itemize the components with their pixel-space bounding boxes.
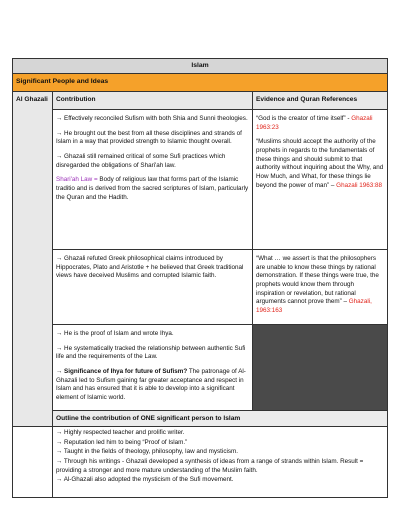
contribution-cell — [53, 110, 253, 250]
table-title: Islam — [13, 59, 388, 74]
contribution-cell — [53, 324, 253, 410]
outline-heading: Outline the contribution of ONE significant person to Islam — [53, 410, 388, 426]
section-row — [13, 74, 388, 92]
contribution-text: → Ghazali still remained critical of some Sufi practices which disregarded the obligations of Shari'ah law. — [56, 153, 226, 169]
definition-text: Body of religious law that forms part of the Islamic traditio and is derived from the sacred scriptures of Islam, particularly the Quran and the Hadith. — [56, 176, 249, 201]
quote — [256, 115, 384, 132]
section-heading: Significant People and Ideas — [13, 74, 388, 92]
outline-body — [53, 426, 388, 497]
quote-reference: Ghazali, 1963:163 — [256, 298, 372, 315]
list-item: → Highly respected teacher and prolific writer. — [56, 428, 185, 436]
answer-text: The patronage of Al-Ghazali led to Sufism gaining far greater acceptance and respect in Islam and has ensured that it is able to develop into a significant element of Islamic world. — [56, 367, 246, 401]
definition-term: Shari'ah Law = — [56, 176, 98, 184]
quote-text: “What … we assert is that the philosophers are unable to know these things by rational demonstration. If these things were true, the prophets would know them through inspiration or revelation, but rational arguments cannot prove them” – — [256, 255, 379, 306]
evidence-cell — [253, 110, 388, 250]
quote-text: “God is the creator of time itself” - — [256, 115, 352, 122]
definition — [56, 176, 249, 202]
contribution-text — [56, 368, 249, 403]
title-row — [13, 59, 388, 74]
outline-row — [13, 426, 388, 497]
question-text: → Significance of Ihya for future of Sufism? — [56, 367, 188, 375]
contribution-text: → He systematically tracked the relationship between authentic Sufi life and the requirements of the Law. — [56, 344, 246, 361]
islam-table — [12, 58, 388, 498]
empty-dark-cell — [253, 324, 388, 410]
evidence-cell — [253, 250, 388, 325]
list-item: → Reputation led him to being “Proof of Islam.” — [56, 438, 188, 446]
contribution-text: → He brought out the best from all these disciplines and strands of Islam in a way that provided strength to Islamic thought overall. — [56, 129, 242, 146]
quote — [256, 138, 384, 190]
contribution-header: Contribution — [53, 92, 253, 110]
contribution-text: → Ghazali refuted Greek philosophical claims introduced by Hippocrates, Plato and Aristotle + he believed that Greek traditional views have deceived Muslims and corrupted Islamic faith. — [56, 255, 244, 280]
list-item: → Taught in the fields of theology, philosophy, law and mysticism. — [56, 448, 239, 456]
table-row — [13, 250, 388, 325]
contribution-text: → Effectively reconciled Sufism with both Shia and Sunni theologies. — [56, 115, 248, 122]
quote-reference: Ghazali 1963:23 — [256, 115, 373, 131]
person-name: Al Ghazali — [13, 92, 53, 427]
outline-spacer — [13, 426, 53, 497]
table-row — [13, 324, 388, 410]
list-item: → Al-Ghazali also adopted the mysticism of the Sufi movement. — [56, 476, 234, 484]
quote-text: “Muslims should accept the authority of the prophets in regards to the fundamentals of these things and should submit to that authority without inquiring about the Why, and How Much, and What, for these things lie beyond the power of man” – — [256, 138, 384, 189]
header-row — [13, 92, 388, 110]
list-item: → Through his writings - Ghazali developed a synthesis of ideas from a range of strands within Islam. Result = providing a stronger and more mature understanding of the Muslim faith. — [56, 457, 364, 474]
outline-heading-row — [13, 410, 388, 426]
contribution-cell — [53, 250, 253, 325]
evidence-header: Evidence and Quran References — [253, 92, 388, 110]
quote — [256, 255, 384, 316]
document-page — [12, 58, 387, 498]
contribution-text: → He is the proof of Islam and wrote Ihya. — [56, 329, 174, 337]
table-row — [13, 110, 388, 250]
quote-reference: Ghazali 1963:88 — [336, 181, 383, 189]
